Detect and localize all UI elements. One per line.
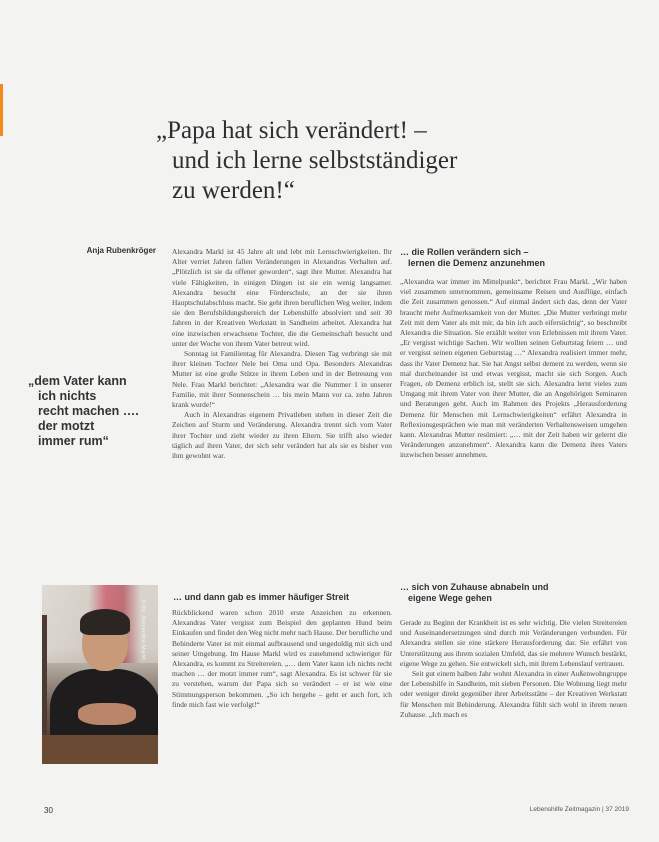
body-column-4 xyxy=(400,618,627,720)
paragraph: Alexandra Markl ist 45 Jahre alt und lebt mit Lernschwierigkeiten. Ihr Alter verriet Jahren fallen Veränderungen in Alexandras Verhalten auf. „Plötzlich ist sie da offener geworden“, sagt ihre Mutter. Alexandra hat viele Fähigkeiten, in einigen Dingen ist sie ein wenig langsamer. Alexandra besucht eine Förderschule, an der sie ihren Hauptschulabschluss macht. Sie geht ihren beruflichen Weg weiter, indem sie den Berufsbildungsbereich der Lebenshilfe absolviert und seit 30 Jahren in der Kreativen Werkstatt in Sandheim arbeitet. Alexandra hat eine inzwischen erwachsene Tochter, die die Gemeinschaft besucht und unter der Woche von ihrem Vater betreut wird. xyxy=(172,247,392,348)
pull-quote-line: der motzt xyxy=(38,419,95,433)
body-column-3 xyxy=(400,277,627,461)
photo-credit: Foto: Alexandra Markl xyxy=(140,600,146,660)
subheading-roles xyxy=(400,247,627,269)
subheading-line: eigene Wege gehen xyxy=(408,593,492,603)
title-line: „Papa hat sich verändert! – xyxy=(156,117,427,144)
page-number: 30 xyxy=(44,806,53,815)
pull-quote-line: recht machen …. xyxy=(38,404,139,418)
subheading-line: lernen die Demenz anzunehmen xyxy=(408,258,546,268)
article-title xyxy=(156,116,576,206)
body-column-2 xyxy=(172,608,392,710)
paragraph: Rückblickend waren schon 2010 erste Anzeichen zu erkennen. Alexandras Vater vergisst zum Beispiel den geplanten Hund beim Einkaufen und findet den Weg nicht mehr nach Hause. Der berufliche und Behinderte Vater ist mit einmal aufbrausend und ungeduldig mit sich und seiner Umgebung. Im Hause Markl wird es zunehmend schwieriger für Alexandra, es kommt zu Streitereien. „… dem Vater kann ich nichts recht machen … der motzt immer rum“, sagt Alexandra. Es ist schwer für sie zu verstehen, warum der Papa sich so verändert – er ist wie eine Stimmungsperson bekommen. „So ich hergehe – geht er auch fort, ich finde mich fast wie verfolgt!“ xyxy=(172,608,392,709)
paragraph: „Alexandra war immer im Mittelpunkt“, berichtet Frau Markl. „Wir haben viel zusammen unternommen, gemeinsame Reisen und Ausflüge, einfach die Zeit zusammen genossen.“ Auf einmal ändert sich das, denn der Vater braucht mehr Aufmerksamkeit von der Mutter. „Die Mutter verbringt mehr Zeit mit dem Vater als mit mir, da bin ich auch eifersüchtig“, so beschreibt Alexandra die Situation. Sie erzählt weiter von Erlebnissen mit ihrem Vater. „Er vergisst wichtige Sachen. Wir wollten seinen Geburtstag feiern … und er vergisst seinen eigenen Geburtstag …“ Alexandra realisiert immer mehr, dass ihr Vater Demenz hat. Sie hat Angst selbst dement zu werden, wenn sie mal durcheinander ist und etwas vergisst, macht sie sich Sorgen. Auch Fragen, ob Demenz erblich ist, stellt sie sich. Alexandra lernt vieles zum Umgang mit ihrem Vater von ihrer Mutter, die an Angehörigen Seminaren und Beratungen geht. Auch im Rahmen des Projekts „Herausforderung Demenz für Menschen mit Lernschwierigkeiten“ erfährt Alexandra in Reflexionsgesprächen wie man mit veränderten Verhaltensweisen umgehen kann. Alexandras Mutter resümiert: „… mit der Zeit haben wir gelernt die Veränderungen anzunehmen“. Alexandra kann die Demenz ihres Vaters inzwischen besser annehmen. xyxy=(400,277,627,460)
subheading-line: … sich von Zuhause abnabeln und xyxy=(400,582,549,592)
pull-quote xyxy=(28,374,148,449)
paragraph: Sonntag ist Familientag für Alexandra. Diesen Tag verbringt sie mit ihrer kleinen Tochter Nele bei Oma und Opa. Besonders Alexandras Mutter ist eine große Stütze in ihrem Leben und in der Betreuung von Nele. Frau Markl berichtet: „Alexandra war die Nummer 1 in unserer Familie, mit ihrer Sonnenschein … bis mein Mann vor ca. zehn Jahren krank wurde!“ xyxy=(172,349,392,410)
subheading-conflict xyxy=(173,592,393,603)
photo-person-hands xyxy=(78,703,136,725)
subheading-independence xyxy=(400,582,627,604)
title-line: und ich lerne selbstständiger xyxy=(172,147,458,174)
accent-bar xyxy=(0,84,3,136)
subheading-line: … die Rollen verändern sich – xyxy=(400,247,529,257)
photo-person-hair xyxy=(80,609,130,635)
title-line: zu werden!“ xyxy=(172,177,295,204)
pull-quote-line: ich nichts xyxy=(38,389,97,403)
paragraph: Auch in Alexandras eigenem Privatleben stehen in dieser Zeit die Zeichen auf Sturm und Veränderung. Alexandra trennt sich vom Vater ihrer Tochter und zieht wieder zu ihren Eltern. Sie trifft also wieder täglich auf ihren Vater, der sich sehr verändert hat als sie es bisher von ihm gewohnt war. xyxy=(172,410,392,461)
paragraph: Gerade zu Beginn der Krankheit ist es sehr wichtig. Die vielen Streitereien und Auseinandersetzungen sind durch mit Veränderungen verbunden. Für Alexandra stellen sie eine stärkere Herausforderung dar. Sie erfährt von Unterstützung aus ihrem sozialen Umfeld, das sie mehrere Wunsch bestärkt, eigene Wege zu gehen. Sie entwickelt sich, mit ihrem Lebenslauf vertrauen. xyxy=(400,618,627,668)
pull-quote-line: immer rum“ xyxy=(38,434,109,448)
pull-quote-line: „dem Vater kann xyxy=(28,374,127,388)
subheading-line: … und dann gab es immer häufiger Streit xyxy=(173,592,350,602)
body-column-1 xyxy=(172,247,392,461)
paragraph: Seit gut einem halben Jahr wohnt Alexandra in einer Außenwohngruppe der Lebenshilfe in Sandheim, mit sieben Personen. Die Wohnung liegt mehr oder weniger direkt gegenüber ihrer Arbeitsstätte – der Kreativen Werkstatt für Menschen mit Behinderung. Alexandra fühlt sich wohl in ihrem neuen Zuhause. „Ich mach es xyxy=(400,669,627,719)
magazine-footer: Lebenshilfe Zeitmagazin | 37 2019 xyxy=(529,806,629,813)
author-name: Anja Rubenkröger xyxy=(86,246,156,255)
